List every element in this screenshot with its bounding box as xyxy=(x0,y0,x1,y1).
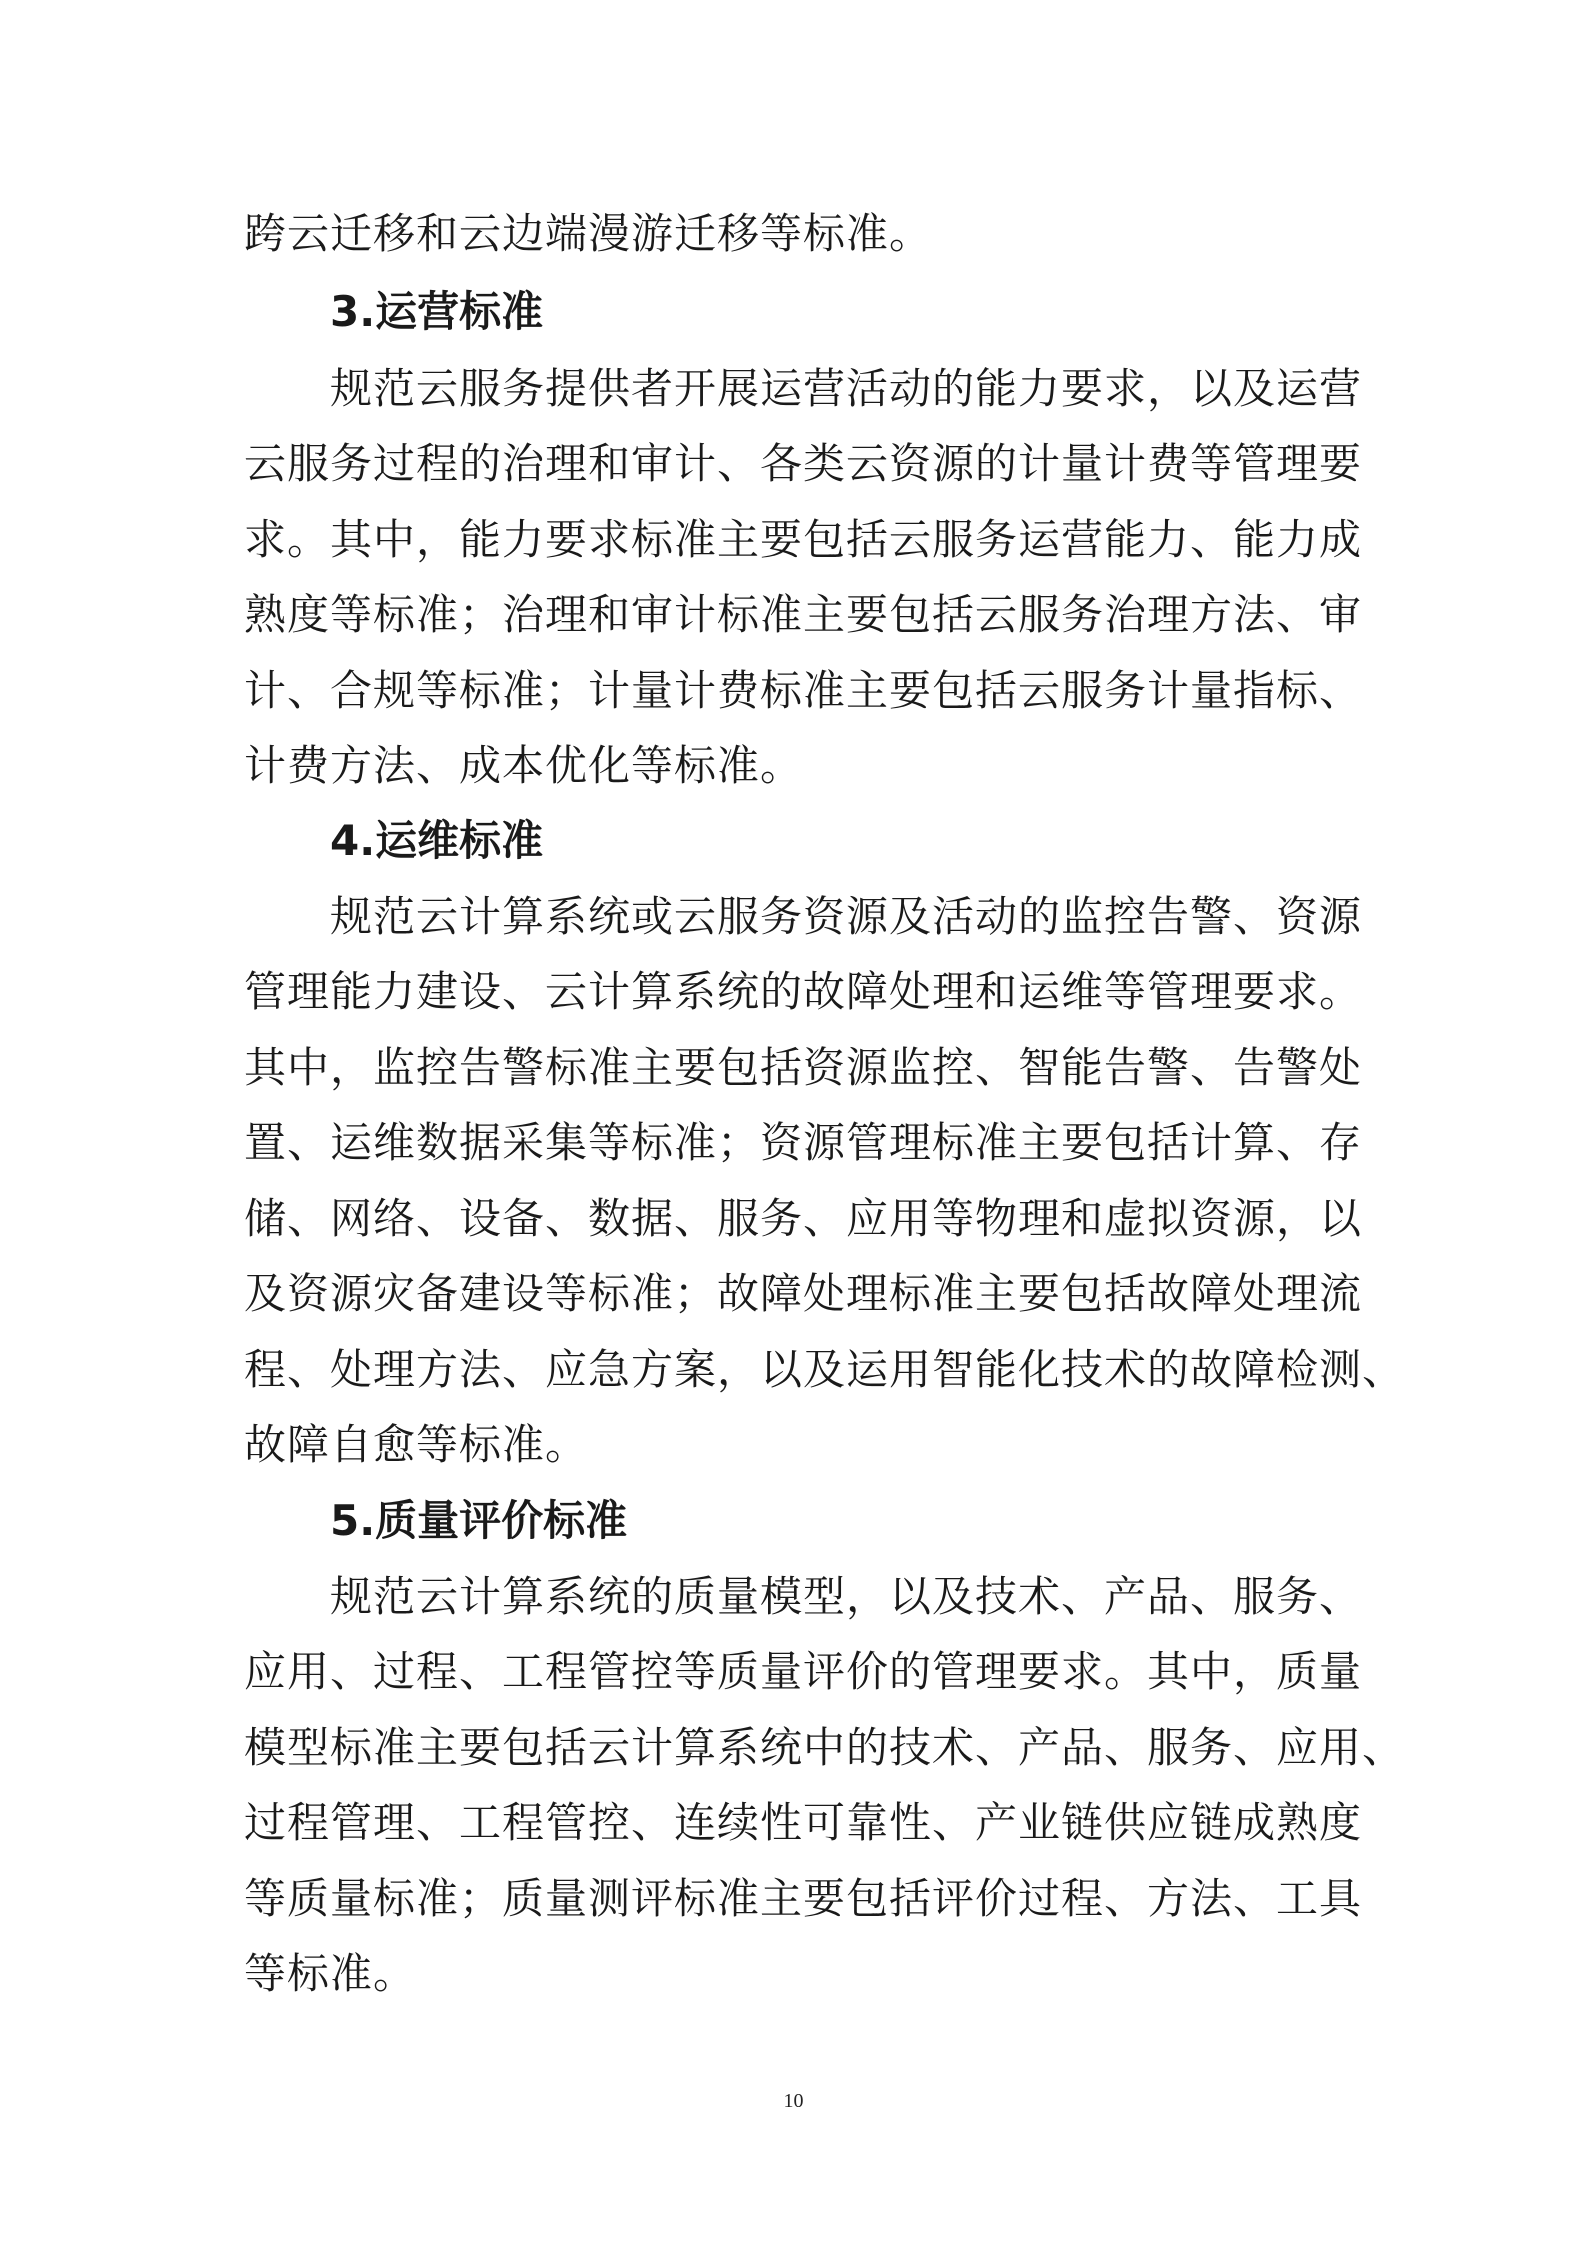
paragraph-line: 跨云迁移和云边端漫游迁移等标准。 xyxy=(244,209,933,258)
paragraph-line: 模型标准主要包括云计算系统中的技术、产品、服务、应用、 xyxy=(244,1723,1406,1772)
paragraph-line: 熟度等标准；治理和审计标准主要包括云服务治理方法、审 xyxy=(244,590,1363,639)
paragraph-line: 应用、过程、工程管控等质量评价的管理要求。其中，质量 xyxy=(244,1647,1363,1696)
paragraph-line: 等标准。 xyxy=(244,1949,417,1998)
paragraph-line: 等质量标准；质量测评标准主要包括评价过程、方法、工具 xyxy=(244,1874,1363,1923)
section-heading: 3.运营标准 xyxy=(330,287,544,336)
paragraph-line: 规范云计算系统或云服务资源及活动的监控告警、资源 xyxy=(330,892,1363,941)
paragraph-line: 储、网络、设备、数据、服务、应用等物理和虚拟资源，以 xyxy=(244,1194,1363,1243)
paragraph-line: 规范云计算系统的质量模型，以及技术、产品、服务、 xyxy=(330,1572,1363,1621)
paragraph-line: 及资源灾备建设等标准；故障处理标准主要包括故障处理流 xyxy=(244,1269,1363,1318)
section-heading: 5.质量评价标准 xyxy=(330,1496,628,1545)
paragraph-line: 程、处理方法、应急方案，以及运用智能化技术的故障检测、 xyxy=(244,1345,1406,1394)
paragraph-line: 计费方法、成本优化等标准。 xyxy=(244,741,804,790)
section-heading: 4.运维标准 xyxy=(330,816,544,865)
paragraph-line: 其中，监控告警标准主要包括资源监控、智能告警、告警处 xyxy=(244,1043,1363,1092)
page-number: 10 xyxy=(783,2090,804,2112)
paragraph-line: 过程管理、工程管控、连续性可靠性、产业链供应链成熟度 xyxy=(244,1798,1363,1847)
paragraph-line: 计、合规等标准；计量计费标准主要包括云服务计量指标、 xyxy=(244,666,1363,715)
paragraph-line: 故障自愈等标准。 xyxy=(244,1420,589,1469)
paragraph-line: 管理能力建设、云计算系统的故障处理和运维等管理要求。 xyxy=(244,967,1363,1016)
paragraph-line: 云服务过程的治理和审计、各类云资源的计量计费等管理要 xyxy=(244,439,1363,488)
paragraph-line: 规范云服务提供者开展运营活动的能力要求，以及运营 xyxy=(330,364,1363,413)
paragraph-line: 求。其中，能力要求标准主要包括云服务运营能力、能力成 xyxy=(244,515,1363,564)
paragraph-line: 置、运维数据采集等标准；资源管理标准主要包括计算、存 xyxy=(244,1118,1363,1167)
